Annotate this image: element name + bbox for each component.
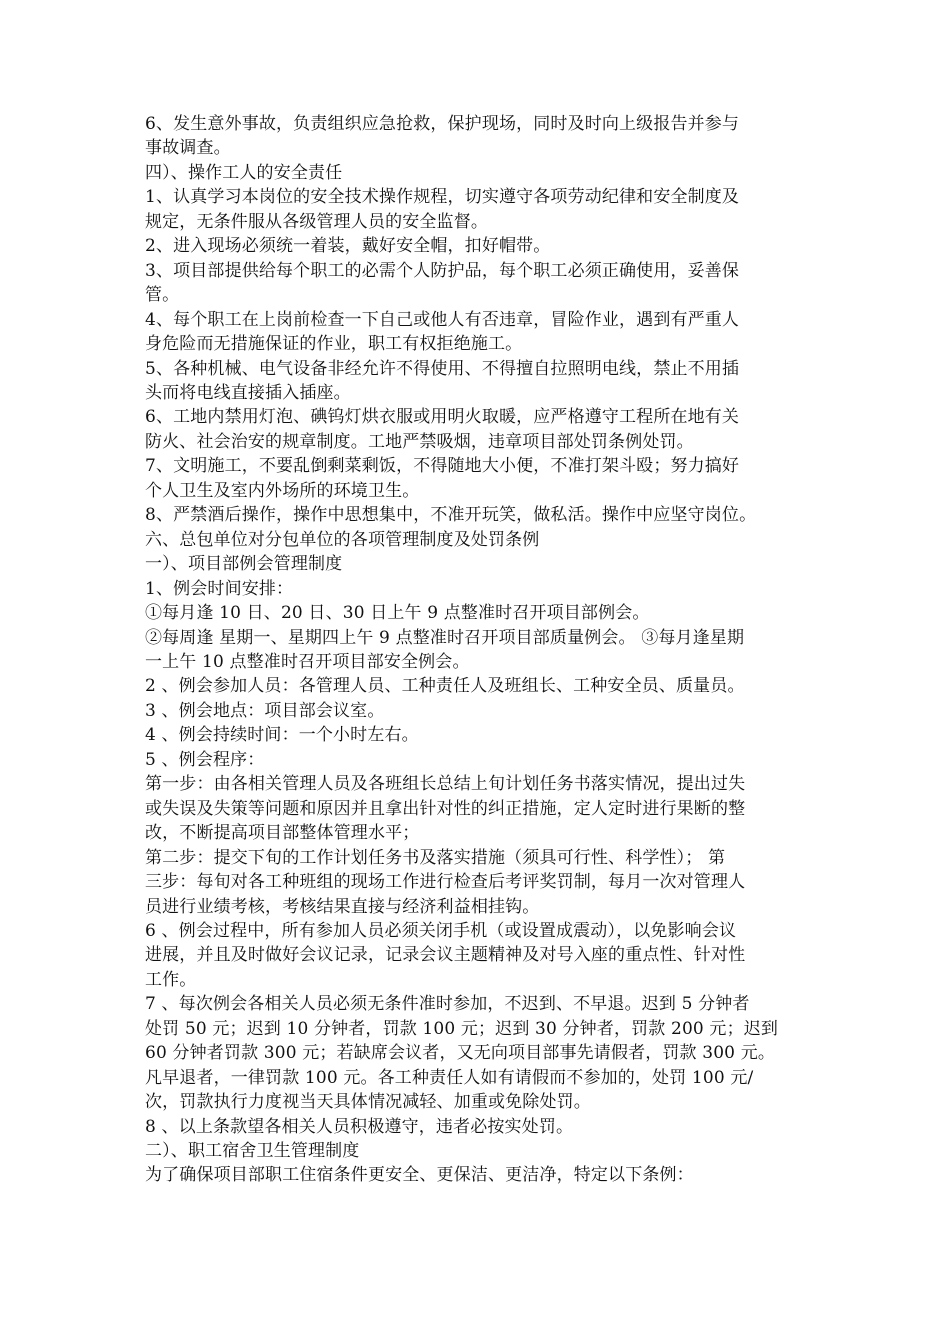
text-line: 4 、例会持续时间：一个小时左右。 [145, 725, 419, 746]
text-line: 规定，无条件服从各级管理人员的安全监督。 [145, 211, 488, 232]
section-heading: 六、总包单位对分包单位的各项管理制度及处罚条例 [145, 529, 540, 550]
text-line: 6、发生意外事故，负责组织应急抢救，保护现场，同时及时向上级报告并参与 [145, 114, 740, 134]
text-line: 2、进入现场必须统一着装，戴好安全帽，扣好帽带。 [145, 236, 551, 257]
text-line: 管。 [145, 285, 180, 306]
text-line: 6 、例会过程中，所有参加人员必须关闭手机（或设置成震动），以免影响会议 [145, 920, 737, 941]
text-line: 1、认真学习本岗位的安全技术操作规程，切实遵守各项劳动纪律和安全制度及 [145, 187, 740, 208]
text-line: 工作。 [145, 969, 197, 990]
text-line: 1、例会时间安排： [145, 578, 294, 599]
text-line: 身危险而无措施保证的作业，职工有权拒绝施工。 [145, 334, 523, 355]
text-line: 6、工地内禁用灯泡、碘钨灯烘衣服或用明火取暖，应严格遵守工程所在地有关 [145, 407, 740, 428]
text-line: 第一步：由各相关管理人员及各班组长总结上旬计划任务书落实情况，提出过失 [145, 774, 746, 795]
text-line: ①每月逢 10 日、20 日、30 日上午 9 点整准时召开项目部例会。 [145, 603, 650, 624]
text-line: 为了确保项目部职工住宿条件更安全、更保洁、更洁净，特定以下条例： [145, 1165, 694, 1186]
text-line: 60 分钟者罚款 300 元；若缺席会议者，又无向项目部事先请假者，罚款 300 元。 [145, 1043, 775, 1064]
text-line: 个人卫生及室内外场所的环境卫生。 [145, 480, 420, 501]
text-line: 7、文明施工，不要乱倒剩菜剩饭，不得随地大小便，不准打架斗殴；努力搞好 [145, 456, 740, 477]
text-line: 改，不断提高项目部整体管理水平； [145, 823, 420, 844]
text-line: 8 、以上条款望各相关人员积极遵守，违者必按实处罚。 [145, 1116, 574, 1137]
text-line: 防火、社会治安的规章制度。工地严禁吸烟，违章项目部处罚条例处罚。 [145, 431, 694, 452]
text-line: 员进行业绩考核，考核结果直接与经济利益相挂钩。 [145, 896, 540, 917]
text-line: 7 、每次例会各相关人员必须无条件准时参加，不迟到、不早退。迟到 5 分钟者 [145, 994, 750, 1015]
text-line: 5、各种机械、电气设备非经允许不得使用、不得擅自拉照明电线，禁止不用插 [145, 358, 740, 379]
text-line: 事故调查。 [145, 138, 231, 159]
text-line: ②每周逢 星期一、星期四上午 9 点整准时召开项目部质量例会。 ③每月逢星期 [145, 627, 745, 648]
text-line: 凡早退者，一律罚款 100 元。各工种责任人如有请假而不参加的，处罚 100 元/ [145, 1067, 754, 1088]
text-line: 一上午 10 点整准时召开项目部安全例会。 [145, 651, 470, 672]
text-line: 进展，并且及时做好会议记录，记录会议主题精神及对号入座的重点性、针对性 [145, 945, 746, 966]
text-line: 或失误及失策等问题和原因并且拿出针对性的纠正措施，定人定时进行果断的整 [145, 798, 746, 819]
text-line: 8、严禁酒后操作，操作中思想集中，不准开玩笑，做私活。操作中应坚守岗位。 [145, 505, 757, 526]
text-line: 5 、例会程序： [145, 749, 265, 770]
text-line: 3 、例会地点：项目部会议室。 [145, 700, 385, 721]
section-heading: 二）、职工宿舍卫生管理制度 [145, 1141, 360, 1162]
text-line: 第二步：提交下旬的工作计划任务书及落实措施（须具可行性、科学性）； 第 [145, 847, 726, 868]
section-heading: 一）、项目部例会管理制度 [145, 554, 343, 575]
text-line: 头而将电线直接插入插座。 [145, 382, 351, 403]
text-line: 2 、例会参加人员：各管理人员、工种责任人及班组长、工种安全员、质量员。 [145, 676, 745, 697]
section-heading: 四）、操作工人的安全责任 [145, 162, 343, 183]
text-line: 处罚 50 元；迟到 10 分钟者，罚款 100 元；迟到 30 分钟者，罚款 200 元；迟到 [145, 1018, 779, 1039]
document-page [145, 112, 810, 1188]
text-line: 次，罚款执行力度视当天具体情况减轻、加重或免除处罚。 [145, 1092, 591, 1113]
text-line: 三步：每旬对各工种班组的现场工作进行检查后考评奖罚制，每月一次对管理人 [145, 872, 746, 893]
text-line: 4、每个职工在上岗前检查一下自己或他人有否违章，冒险作业，遇到有严重人 [145, 309, 740, 330]
text-line: 3、项目部提供给每个职工的必需个人防护品，每个职工必须正确使用，妥善保 [145, 260, 740, 281]
